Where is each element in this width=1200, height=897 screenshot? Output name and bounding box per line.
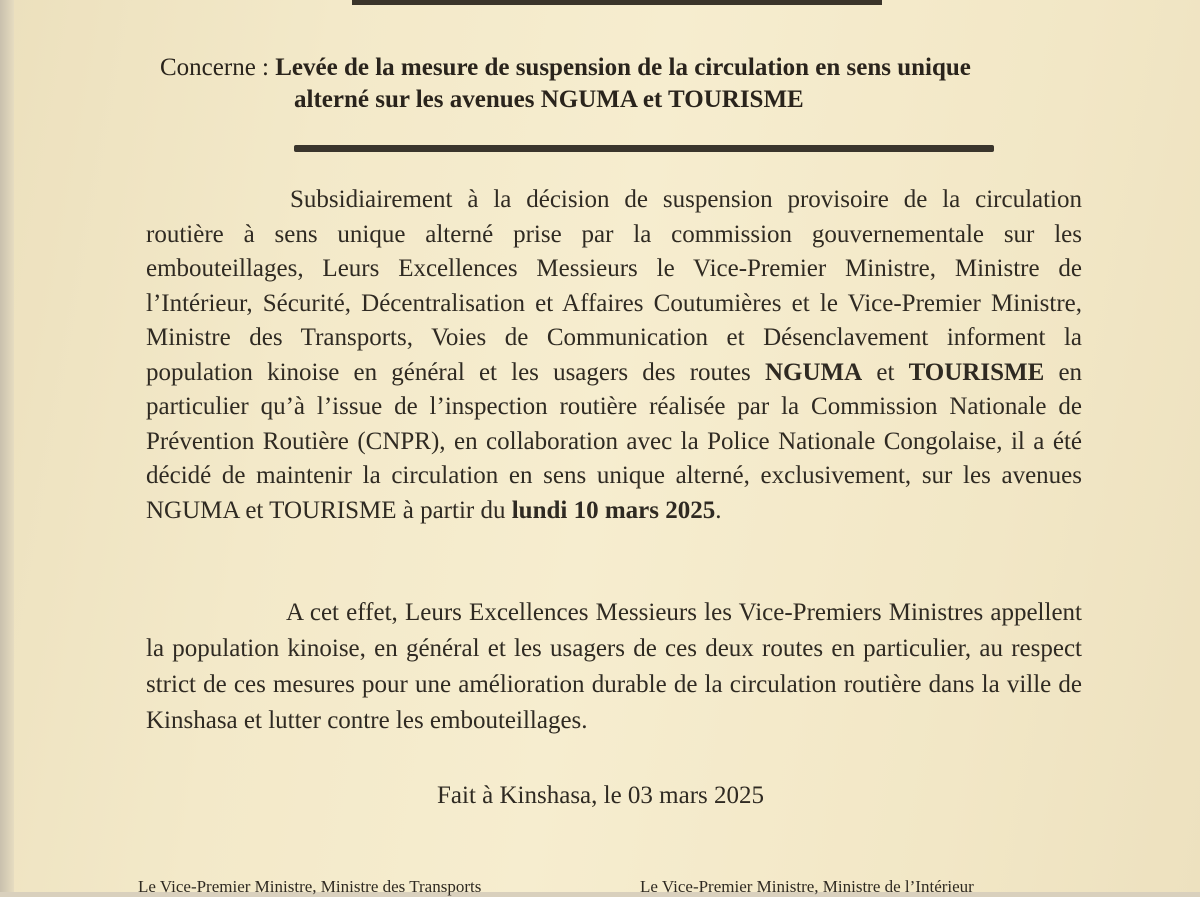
subject-heading (160, 52, 1075, 116)
paragraph-1-text-a: Subsidiairement à la décision de suspension provisoire de la circulation routière à sens unique alterné prise par la commission gouvernementale sur les embouteillages, Leurs Excellences Messieurs le Vice-Premier Ministre, Ministre de l’Intérieur, Sécurité, Décentralisation et Affaires Coutumières et le Vice-Premier Ministre, Ministre des Transports, Voies de Communication et Désenclavement informent la population kinoise en général et les usagers des routes (146, 186, 1082, 386)
subject-label: Concerne : (160, 54, 269, 81)
paragraph-1-bold-date: lundi 10 mars 2025 (511, 496, 716, 524)
paragraph-1-text-d: . (715, 496, 722, 524)
paragraph-2: A cet effet, Leurs Excellences Messieurs les Vice-Premiers Ministres appellent la population kinoise, en général et les usagers de ces deux routes en particulier, au respect strict de ces mesures pour une amélioration durable de la circulation routière dans la ville de Kinshasa et lutter contre les embouteillages. (146, 599, 1082, 734)
signature-right-title: Le Vice-Premier Ministre, Ministre de l’Intérieur (640, 877, 974, 896)
signature-left-title: Le Vice-Premier Ministre, Ministre des Transports (138, 877, 482, 896)
paragraph-1-text-c: en particulier qu’à l’issue de l’inspection routière réalisée par la Commission Nationale de Prévention Routière (CNPR), en collaboration avec la Police Nationale Congolaise, il a été décidé de maintenir la circulation en sens unique alterné, exclusivement, sur les avenues NGUMA et TOURISME à partir du (146, 358, 1083, 524)
paragraph-1-bold-tourisme: TOURISME (908, 358, 1045, 386)
paragraph-1-text-b: et (876, 358, 895, 386)
subject-line-2: alterné sur les avenues NGUMA et TOURISME (294, 86, 804, 113)
closing-place-date: Fait à Kinshasa, le 03 mars 2025 (437, 782, 765, 809)
paragraph-1-bold-nguma: NGUMA (764, 358, 863, 386)
paragraph-1 (146, 183, 1082, 528)
title-underline (352, 0, 882, 5)
subject-line-1: Levée de la mesure de suspension de la circulation en sens unique (275, 54, 971, 81)
subject-underline (294, 145, 994, 152)
page-edge-shadow (0, 0, 14, 892)
